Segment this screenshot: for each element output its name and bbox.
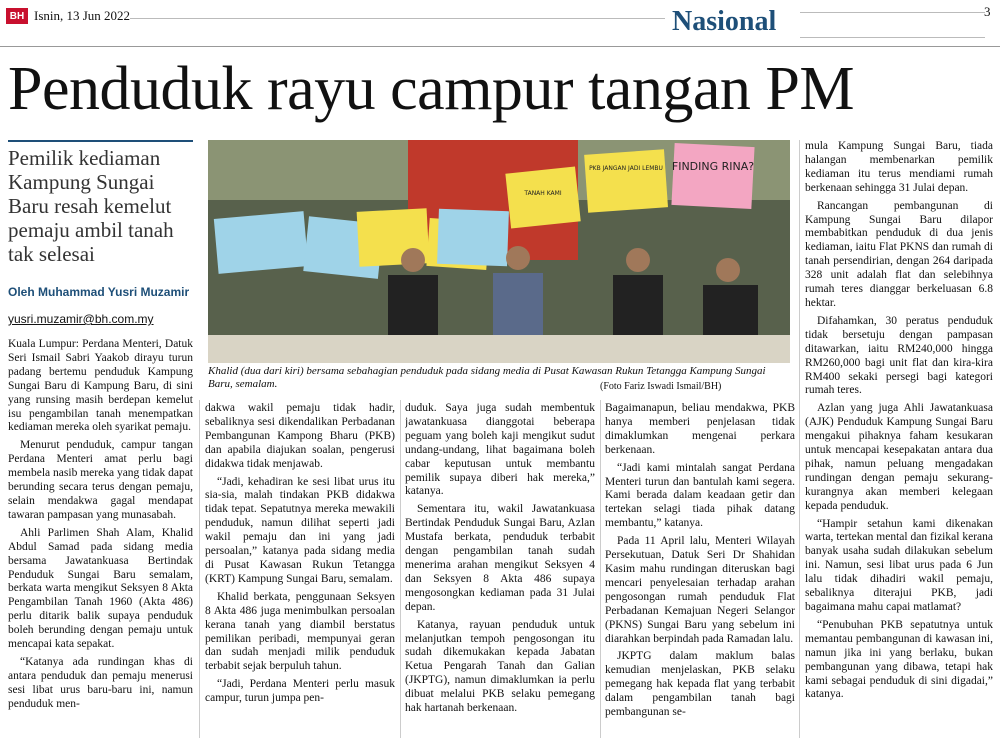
column-rule [400, 400, 401, 738]
article-column-2 [205, 402, 395, 738]
article-column-4 [605, 402, 795, 738]
svg-text:TANAH KAMI: TANAH KAMI [524, 190, 562, 197]
photo-credit: (Foto Fariz Iswadi Ismail/BH) [600, 381, 722, 392]
news-photo [208, 140, 790, 363]
column-rule [199, 400, 200, 738]
paragraph: dakwa wakil pemaju tidak hadir, sebaliknya sesi dikendalikan Perbadanan Pembangunan Kampong Bharu (PKB) dan apabila diajukan soalan, pengerusi didakwa tidak menjawab. [205, 402, 395, 470]
header-divider [0, 46, 1000, 47]
headline: Penduduk rayu campur tangan PM [8, 55, 854, 123]
column-rule [600, 400, 601, 738]
photo-illustration [208, 140, 790, 363]
photo-caption: Khalid (dua dari kiri) bersama sebahagian penduduk pada sidang media di Pusat Kawasan Rukun Tetangga Kampung Sungai Baru, semalam. [208, 365, 766, 390]
paragraph: Pada 11 April lalu, Menteri Wilayah Persekutuan, Datuk Seri Dr Shahidan Kasim mahu rundingan diteruskan bagi mencari penyelesaian terhadap arahan pengosongan rumah penduduk Flat Perbadanan Kemajuan Negeri Selangor (PKNS) Sungai Baru yang sebelum ini diarahkan berpindah pada Ramadan lalu. [605, 535, 795, 645]
paragraph: Ahli Parlimen Shah Alam, Khalid Abdul Samad pada sidang media bersama Jawatankuasa Bertindak Penduduk Sungai Baru semalam, berkata warta mengikut Seksyen 8 Akta Pengambilan Tanah 1960 (Akta 486) perlu ditarik balik supaya penduduk boleh berunding dengan pemaju untuk mencapai kata sepakat. [8, 526, 193, 651]
deck-rule [8, 140, 193, 142]
section-bar [800, 12, 985, 38]
byline: Oleh Muhammad Yusri Muzamir [8, 285, 190, 299]
newspaper-logo: BH [6, 8, 28, 24]
paragraph: Rancangan pembangunan di Kampung Sungai Baru dilapor membabitkan penduduk di dua jenis kediaman, iaitu Flat PKNS dan rumah di tanah persendirian, dengan 264 daripada 328 unit adalah flat dan selebihnya rumah teres dianggar berkeluasan 6.8 hektar. [805, 199, 993, 309]
paragraph: Menurut penduduk, campur tangan Perdana Menteri amat perlu bagi membela nasib mereka yang tidak dapat berunding secara terus dengan pemaju, selain mendakwa gagal mendapat tawaran pampasan yang munasabah. [8, 439, 193, 521]
column-rule [799, 140, 800, 738]
paragraph: Kuala Lumpur: Perdana Menteri, Datuk Seri Ismail Sabri Yaakob dirayu turun padang bertemu penduduk Kampung Sungai Baru di Kampung Baru, di sini yang runsing masih berdepan kemelut isu pengambilan tanah menempatkan kediaman mereka oleh syarikat pemaju. [8, 338, 193, 434]
paragraph: mula Kampung Sungai Baru, tiada halangan membenarkan pemilik kediaman itu terus mendiami rumah berkenaan sehingga 31 Julai depan. [805, 140, 993, 194]
article-column-1 [8, 338, 193, 738]
issue-date: Isnin, 13 Jun 2022 [34, 8, 131, 23]
section-name: Nasional [672, 6, 777, 37]
paragraph: “Jadi kami mintalah sangat Perdana Menteri turun dan bantulah kami segera. Kami berada dalam keadaan getir dan tertekan selagi tiada pihak datang membantu,” katanya. [605, 461, 795, 530]
author-email[interactable]: yusri.muzamir@bh.com.my [8, 312, 154, 326]
paragraph: duduk. Saya juga sudah membentuk jawatankuasa dianggotai beberapa peguam yang boleh kaji mengikut sudut undang-undang, lihat bagaimana boleh cabar keputusan untuk membantu pemilik supaya diberi hak mereka,” katanya. [405, 402, 595, 498]
paragraph: Bagaimanapun, beliau mendakwa, PKB hanya memberi penjelasan tidak dimaklumkan mengenai perkara berkenaan. [605, 402, 795, 456]
paragraph: “Katanya ada rundingan khas di antara penduduk dan pemaju menerusi sesi libat urus baru-baru ini, namun penduduk men- [8, 655, 193, 710]
paragraph: Sementara itu, wakil Jawatankuasa Bertindak Penduduk Sungai Baru, Azlan Mustafa berkata, penduduk terbabit dengan pengambilan tanah sudah menerima arahan mengikut Seksyen 4 dan Seksyen 8 Akta 486 supaya mengosongkan kediaman pada 31 Julai depan. [405, 503, 595, 613]
paragraph: Katanya, rayuan penduduk untuk melanjutkan tempoh pengosongan itu sudah dikemukakan kepada Jabatan Ketua Pengarah Tanah dan Galian (JKPTG), namun dimaklumkan ia perlu dibuat melalui PKB selaku pemegang hak hartanah berkenaan. [405, 618, 595, 715]
paragraph: JKPTG dalam maklum balas kemudian menjelaskan, PKB selaku pemegang hak kepada flat yang terbabit dalam pengambilan tanah bagi pembangunan se- [605, 650, 795, 719]
paragraph: “Penubuhan PKB sepatutnya untuk memantau pembangunan di kawasan ini, namun jika ini yang berlaku, bukan pembangunan yang dibawa, tetapi hak kami sebagai penduduk di sini digadai,” katanya. [805, 618, 993, 701]
page-number: 3 [984, 4, 991, 19]
masthead-rule [130, 18, 665, 19]
paragraph: “Hampir setahun kami dikenakan warta, tertekan mental dan fizikal kerana banyak usaha sudah dilakukan sebelum ini. Namun, sesi libat urus pada 6 Jun lalu tidak dihadiri wakil pemaju, sebaliknya diterajui PKB, jadi bagaimana mahu capai matlamat? [805, 517, 993, 613]
article-column-3 [405, 402, 595, 738]
deck: Pemilik kediaman Kampung Sungai Baru resah kemelut pemaju ambil tanah tak selesai [8, 146, 174, 266]
sign-finding-rina: FINDING RINA? [671, 160, 755, 173]
paragraph: “Jadi, Perdana Menteri perlu masuk campur, turun jumpa pen- [205, 678, 395, 705]
paragraph: Azlan yang juga Ahli Jawatankuasa (AJK) Penduduk Kampung Sungai Baru mengakui pihaknya faham kesukaran untuk mencapai kesepakatan antara dua pihak, namun peluang mengadakan rundingan dengan pemaju sekurang-kurangnya akan memberi kelegaan kepada penduduk. [805, 402, 993, 512]
paragraph: Khalid berkata, penggunaan Seksyen 8 Akta 486 juga menimbulkan persoalan kerana tanah yang diambil berstatus pemilikan peribadi, mempunyai geran dan sudah menjadi milik penduduk terbabit sejak berpuluh tahun. [205, 590, 395, 673]
article-column-5 [805, 140, 993, 738]
svg-text:PKB JANGAN JADI LEMBU: PKB JANGAN JADI LEMBU [589, 165, 663, 172]
paragraph: “Jadi, kehadiran ke sesi libat urus itu sia-sia, malah tindakan PKB didakwa tidak tepat. Sepatutnya mereka mewakili penduduk, namun dilihat seperti jadi wakil pemaju dan ini yang jadi persoalan,” katanya pada sidang media di Pusat Kawasan Rukun Tetangga (KRT) Kampung Sungai Baru, semalam. [205, 475, 395, 585]
paragraph: Difahamkan, 30 peratus penduduk tidak bersetuju dengan pampasan ditawarkan, iaitu RM240,000 hingga RM260,000 bagi unit flat dan kira-kira RM400 sekaki persegi bagi kategori rumah teres. [805, 314, 993, 397]
